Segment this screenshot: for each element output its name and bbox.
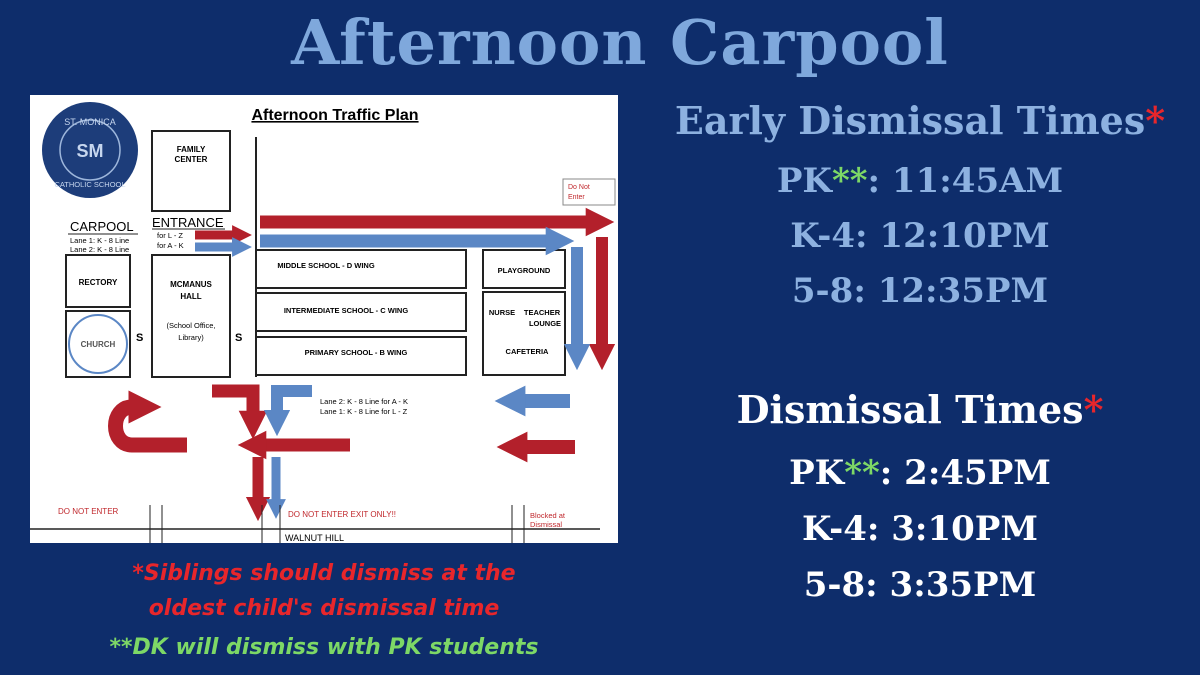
cafeteria-building	[483, 292, 565, 375]
dismissal-pk-label: PK	[789, 453, 845, 493]
early-heading-text: Early Dismissal Times	[674, 98, 1146, 143]
dismissal-58-line: 5-8: 3:35PM	[803, 565, 1037, 605]
mcmanus-label-2: HALL	[180, 292, 202, 301]
do-not-enter-exit-label: DO NOT ENTER EXIT ONLY!!	[288, 510, 397, 519]
logo-monogram: SM	[76, 141, 104, 161]
do-not-enter-box-1: Do Not	[568, 184, 590, 191]
lounge-label: LOUNGE	[528, 319, 562, 328]
siblings-note-1: *Siblings should dismiss at the	[132, 561, 516, 586]
teacher-label: TEACHER	[523, 308, 561, 317]
family-center-label-2: CENTER	[174, 155, 208, 164]
s-label-right: S	[235, 332, 243, 344]
s-label-left: S	[136, 332, 144, 344]
lane1-label: Lane 1: K - 8 Line	[70, 236, 130, 245]
dismissal-times-panel	[640, 98, 1200, 613]
for-ak-label: for A - K	[157, 241, 184, 250]
early-pk-label: PK	[776, 161, 832, 201]
blocked-label-2: Dismissal	[530, 520, 563, 529]
primary-school-label: PRIMARY SCHOOL - B WING	[304, 348, 408, 357]
dismissal-heading	[640, 375, 1200, 445]
rectory-label: RECTORY	[78, 278, 118, 287]
logo-bottom-text: CATHOLIC SCHOOL	[54, 180, 126, 189]
do-not-enter-label: DO NOT ENTER	[58, 507, 119, 516]
early-pk-line	[640, 154, 1200, 209]
lane2-label: Lane 2: K - 8 Line	[70, 245, 130, 254]
cafeteria-label: CAFETERIA	[505, 347, 549, 356]
office-label-1: (School Office,	[166, 321, 216, 330]
walnut-hill-label: WALNUT HILL	[285, 533, 345, 543]
dk-note: **DK will dismiss with PK students	[109, 635, 539, 660]
traffic-plan-map	[30, 95, 618, 543]
mcmanus-label-1: MCMANUS	[170, 280, 212, 289]
entrance-label: ENTRANCE	[152, 215, 224, 230]
early-58-line: 5-8: 12:35PM	[791, 271, 1049, 311]
dismissal-pk-stars: **	[844, 453, 880, 493]
mcmanus-hall-building	[152, 255, 230, 377]
do-not-enter-box-2: Enter	[568, 194, 585, 201]
school-logo	[42, 102, 138, 198]
dismissal-pk-line	[640, 445, 1200, 501]
page-title: Afternoon Carpool	[291, 6, 949, 79]
dismissal-heading-text: Dismissal Times	[736, 387, 1084, 432]
early-heading-star: *	[1145, 98, 1166, 143]
lane2-bottom-label: Lane 2: K - 8 Line for A - K	[320, 397, 408, 406]
blocked-label-1: Blocked at	[530, 511, 566, 520]
dismissal-heading-star: *	[1083, 387, 1104, 432]
playground-label: PLAYGROUND	[497, 266, 551, 275]
lane1-bottom-label: Lane 1: K - 8 Line for L - Z	[320, 407, 408, 416]
church-label: CHURCH	[80, 340, 116, 349]
early-dismissal-heading	[640, 98, 1200, 154]
intermediate-school-label: INTERMEDIATE SCHOOL - C WING	[283, 306, 409, 315]
carpool-label: CARPOOL	[70, 219, 134, 234]
logo-top-text: ST. MONICA	[64, 117, 116, 127]
do-not-enter-box	[563, 179, 615, 205]
early-k4-line: K-4: 12:10PM	[790, 216, 1050, 256]
middle-school-label: MIDDLE SCHOOL - D WING	[277, 261, 375, 270]
office-label-2: Library)	[178, 333, 204, 342]
siblings-note-2: oldest child's dismissal time	[148, 596, 500, 621]
family-center-building	[152, 131, 230, 211]
for-lz-label: for L - Z	[157, 231, 183, 240]
family-center-label-1: FAMILY	[176, 145, 206, 154]
dismissal-k4-line: K-4: 3:10PM	[802, 509, 1038, 549]
nurse-label: NURSE	[488, 308, 516, 317]
map-heading: Afternoon Traffic Plan	[251, 107, 419, 124]
dismissal-pk-time: : 2:45PM	[879, 453, 1051, 493]
footnotes	[30, 556, 618, 665]
early-pk-stars: **	[831, 161, 868, 201]
early-pk-time: : 11:45AM	[867, 161, 1064, 201]
